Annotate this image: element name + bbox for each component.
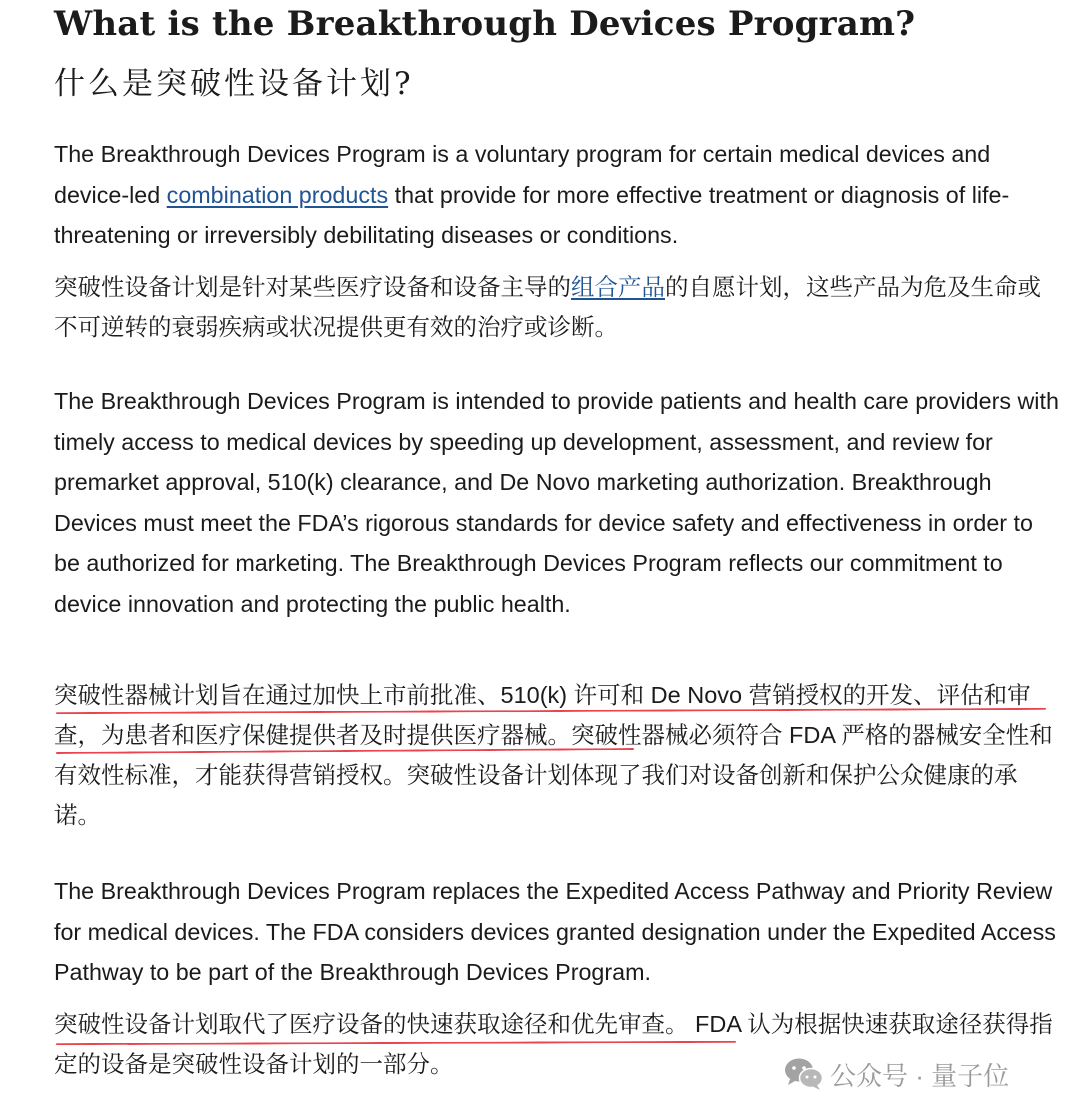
paragraph-2-cn: 突破性器械计划旨在通过加快上市前批准、510(k) 许可和 De Novo 营销授权的开发、评估和审查，为患者和医疗保健提供者及时提供医疗器械。突破性器械必须符合 FDA 严格的器械安全性和有效性标准，才能获得营销授权。突破性设备计划体现了我们对设备创新和保护公众健康的承诺。 bbox=[54, 682, 1053, 828]
page-title-en: What is the Breakthrough Devices Program? bbox=[54, 4, 916, 44]
watermark-text: 公众号 · 量子位 bbox=[830, 1060, 1010, 1091]
wechat-icon bbox=[784, 1057, 824, 1091]
combination-products-link[interactable]: combination products bbox=[166, 181, 389, 208]
paragraph-1-en-text-end: that provide for more effective treatment or diagnosis of life-threatening or irreversibly debilitating diseases or conditions. bbox=[54, 181, 1010, 248]
page-title-cn: 什么是突破性设备计划? bbox=[54, 66, 414, 102]
paragraph-3-en: The Breakthrough Devices Program replaces the Expedited Access Pathway and Priority Review for medical devices. The FDA considers devices granted designation under the Expedited Access Pathway to be part of the Breakthrough Devices Program. bbox=[54, 878, 1056, 985]
combination-products-link-cn[interactable]: 组合产品 bbox=[571, 274, 665, 300]
watermark bbox=[784, 1054, 1009, 1094]
paragraph-2-en: The Breakthrough Devices Program is intended to provide patients and health care providers with timely access to medical devices by speeding up development, assessment, and review for premarket approval, 510(k) clearance, and De Novo marketing authorization. Breakthrough Devices must meet the FDA’s rigorous standards for device safety and effectiveness in order to be authorized for marketing. The Breakthrough Devices Program reflects our commitment to device innovation and protecting the public health. bbox=[54, 388, 1059, 617]
paragraph-1-en bbox=[54, 134, 1064, 256]
paragraph-3-cn: 突破性设备计划取代了医疗设备的快速获取途径和优先审查。 FDA 认为根据快速获取途径获得指定的设备是突破性设备计划的一部分。 bbox=[54, 1011, 1053, 1077]
paragraph-1-en-text-start: The Breakthrough Devices Program is a voluntary program for certain medical devices and device-led bbox=[54, 141, 991, 208]
paragraph-1-cn bbox=[54, 267, 1064, 347]
paragraph-1-cn-text-start: 突破性设备计划是针对某些医疗设备和设备主导的 bbox=[54, 274, 571, 300]
paragraph-1-cn-text-end: 的自愿计划，这些产品为危及生命或不可逆转的衰弱疾病或状况提供更有效的治疗或诊断。 bbox=[54, 274, 1041, 340]
